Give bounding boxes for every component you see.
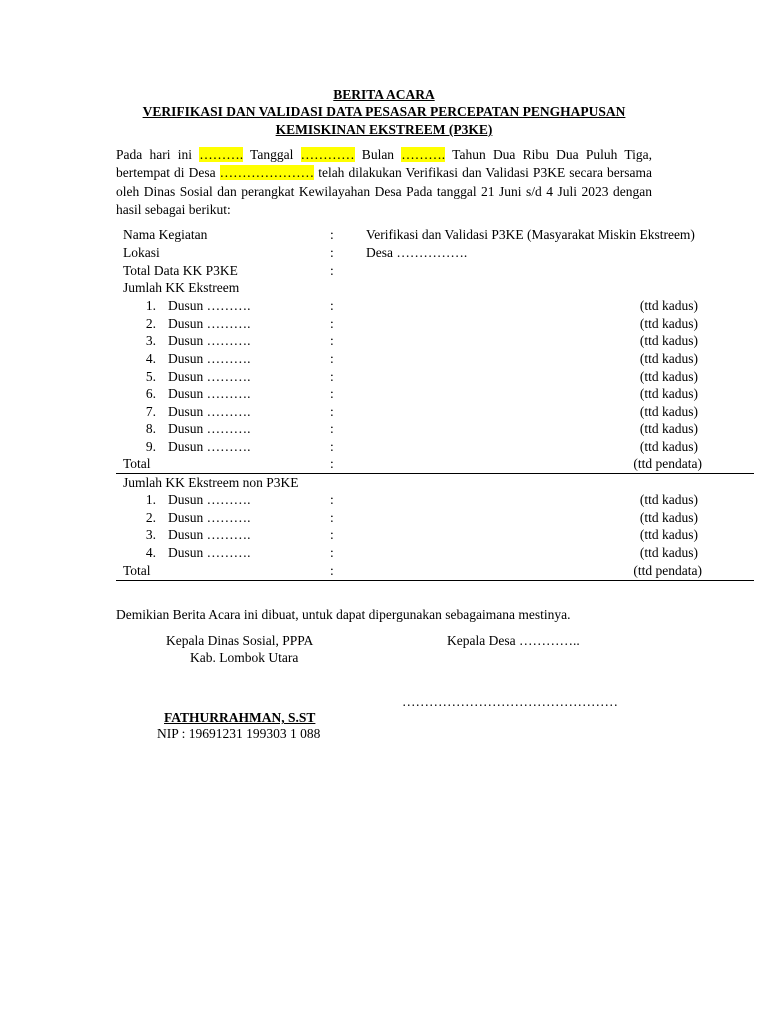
item-number: 9. [145, 439, 156, 454]
blank-tanggal: ………… [300, 147, 355, 162]
intro-text-3: Bulan [354, 147, 402, 162]
blank-hari: ………. [199, 147, 244, 162]
item-number: 1. [145, 298, 156, 313]
field-colon: : [330, 404, 334, 419]
item-label: Dusun ………. [168, 421, 251, 436]
field-colon: : [330, 439, 334, 454]
item-signature-note: (ttd kadus) [639, 439, 698, 454]
list-item [0, 509, 768, 526]
field-colon: : [330, 510, 334, 525]
field-row-total-data [0, 262, 768, 279]
total-label: Total [123, 456, 151, 471]
item-number: 6. [145, 386, 156, 401]
item-label: Dusun ………. [168, 351, 251, 366]
item-number: 7. [145, 404, 156, 419]
right-signatory-title: Kepala Desa ………….. [447, 633, 580, 648]
field-colon: : [330, 421, 334, 436]
item-label: Dusun ………. [168, 492, 251, 507]
field-colon: : [330, 333, 334, 348]
section-divider [116, 580, 754, 581]
field-colon: : [330, 369, 334, 384]
item-number: 3. [145, 333, 156, 348]
item-number: 5. [145, 369, 156, 384]
field-value: Verifikasi dan Validasi P3KE (Masyarakat Miskin Ekstreem) [366, 227, 695, 242]
field-colon: : [330, 545, 334, 560]
intro-text-4: Tahun Dua Ribu Dua Puluh Tiga, bertempat di Desa [116, 147, 653, 181]
item-label: Dusun ………. [168, 404, 251, 419]
left-signatory-name: FATHURRAHMAN, S.ST [164, 710, 316, 725]
left-signatory-nip: NIP : 19691231 199303 1 088 [157, 726, 321, 741]
item-signature-note: (ttd kadus) [639, 298, 698, 313]
field-colon: : [330, 527, 334, 542]
item-signature-note: (ttd kadus) [639, 421, 698, 436]
item-signature-note: (ttd kadus) [639, 369, 698, 384]
total-signature-note: (ttd pendata) [633, 456, 702, 471]
section1-total-row [0, 455, 768, 472]
field-colon: : [330, 263, 334, 278]
field-label: Nama Kegiatan [123, 227, 208, 242]
field-colon: : [330, 456, 334, 471]
item-number: 2. [145, 510, 156, 525]
item-signature-note: (ttd kadus) [639, 545, 698, 560]
item-number: 2. [145, 316, 156, 331]
item-signature-note: (ttd kadus) [639, 333, 698, 348]
item-number: 8. [145, 421, 156, 436]
item-number: 1. [145, 492, 156, 507]
total-signature-note: (ttd pendata) [633, 563, 702, 578]
list-item [0, 350, 768, 367]
list-item [0, 420, 768, 437]
field-colon: : [330, 316, 334, 331]
blank-desa: ………………… [219, 165, 315, 181]
item-label: Dusun ………. [168, 369, 251, 384]
list-item [0, 526, 768, 543]
field-label: Total Data KK P3KE [123, 263, 238, 278]
blank-bulan: ………. [401, 147, 446, 162]
item-signature-note: (ttd kadus) [639, 510, 698, 525]
item-label: Dusun ………. [168, 316, 251, 331]
item-signature-note: (ttd kadus) [639, 527, 698, 542]
item-label: Dusun ………. [168, 298, 251, 313]
left-signatory-title: Kepala Dinas Sosial, PPPA [166, 633, 314, 648]
left-signatory-office: Kab. Lombok Utara [190, 650, 299, 665]
item-signature-note: (ttd kadus) [639, 404, 698, 419]
section2-heading: Jumlah KK Ekstreem non P3KE [123, 475, 299, 490]
list-item [0, 332, 768, 349]
doc-subtitle-line1: VERIFIKASI DAN VALIDASI DATA PESASAR PERCEPATAN PENGHAPUSAN [142, 104, 626, 119]
list-item [0, 491, 768, 508]
section1-heading: Jumlah KK Ekstreem [123, 280, 240, 295]
list-item [0, 315, 768, 332]
field-colon: : [330, 563, 334, 578]
list-item [0, 368, 768, 385]
item-label: Dusun ………. [168, 545, 251, 560]
section2-heading-row [0, 474, 768, 491]
list-item [0, 385, 768, 402]
intro-text-1: Pada hari ini [116, 147, 200, 162]
total-label: Total [123, 563, 151, 578]
field-colon: : [330, 298, 334, 313]
section2-total-row [0, 562, 768, 579]
intro-text-2: Tanggal [243, 147, 301, 162]
item-signature-note: (ttd kadus) [639, 386, 698, 401]
item-signature-note: (ttd kadus) [639, 351, 698, 366]
section1-heading-row [0, 279, 768, 296]
item-label: Dusun ………. [168, 386, 251, 401]
intro-text-5: telah dilakukan Verifikasi dan Validasi P3KE secara bersama oleh Dinas Sosial dan perangkat Kewilayahan Desa Pada tanggal 21 Juni s/d 4 Juli 2023 dengan hasil sebagai berikut: [116, 165, 652, 217]
field-colon: : [330, 245, 334, 260]
field-row-lokasi [0, 244, 768, 261]
field-colon: : [330, 492, 334, 507]
doc-subtitle-line2: KEMISKINAN EKSTREEM (P3KE) [275, 122, 493, 137]
field-colon: : [330, 351, 334, 366]
field-colon: : [330, 386, 334, 401]
item-number: 3. [145, 527, 156, 542]
item-label: Dusun ………. [168, 527, 251, 542]
item-number: 4. [145, 545, 156, 560]
list-item [0, 403, 768, 420]
closing-statement: Demikian Berita Acara ini dibuat, untuk dapat dipergunakan sebagaimana mestinya. [116, 607, 571, 622]
field-label: Lokasi [123, 245, 160, 260]
field-value: Desa ……………. [366, 245, 468, 260]
item-signature-note: (ttd kadus) [639, 316, 698, 331]
item-signature-note: (ttd kadus) [639, 492, 698, 507]
list-item [0, 297, 768, 314]
intro-paragraph [116, 146, 652, 219]
item-number: 4. [145, 351, 156, 366]
field-colon: : [330, 227, 334, 242]
item-label: Dusun ………. [168, 510, 251, 525]
doc-title: BERITA ACARA [333, 87, 435, 102]
right-signature-line: ………………………………………… [402, 694, 618, 709]
item-label: Dusun ………. [168, 333, 251, 348]
item-label: Dusun ………. [168, 439, 251, 454]
list-item [0, 544, 768, 561]
list-item [0, 438, 768, 455]
field-row-nama-kegiatan [0, 226, 768, 243]
